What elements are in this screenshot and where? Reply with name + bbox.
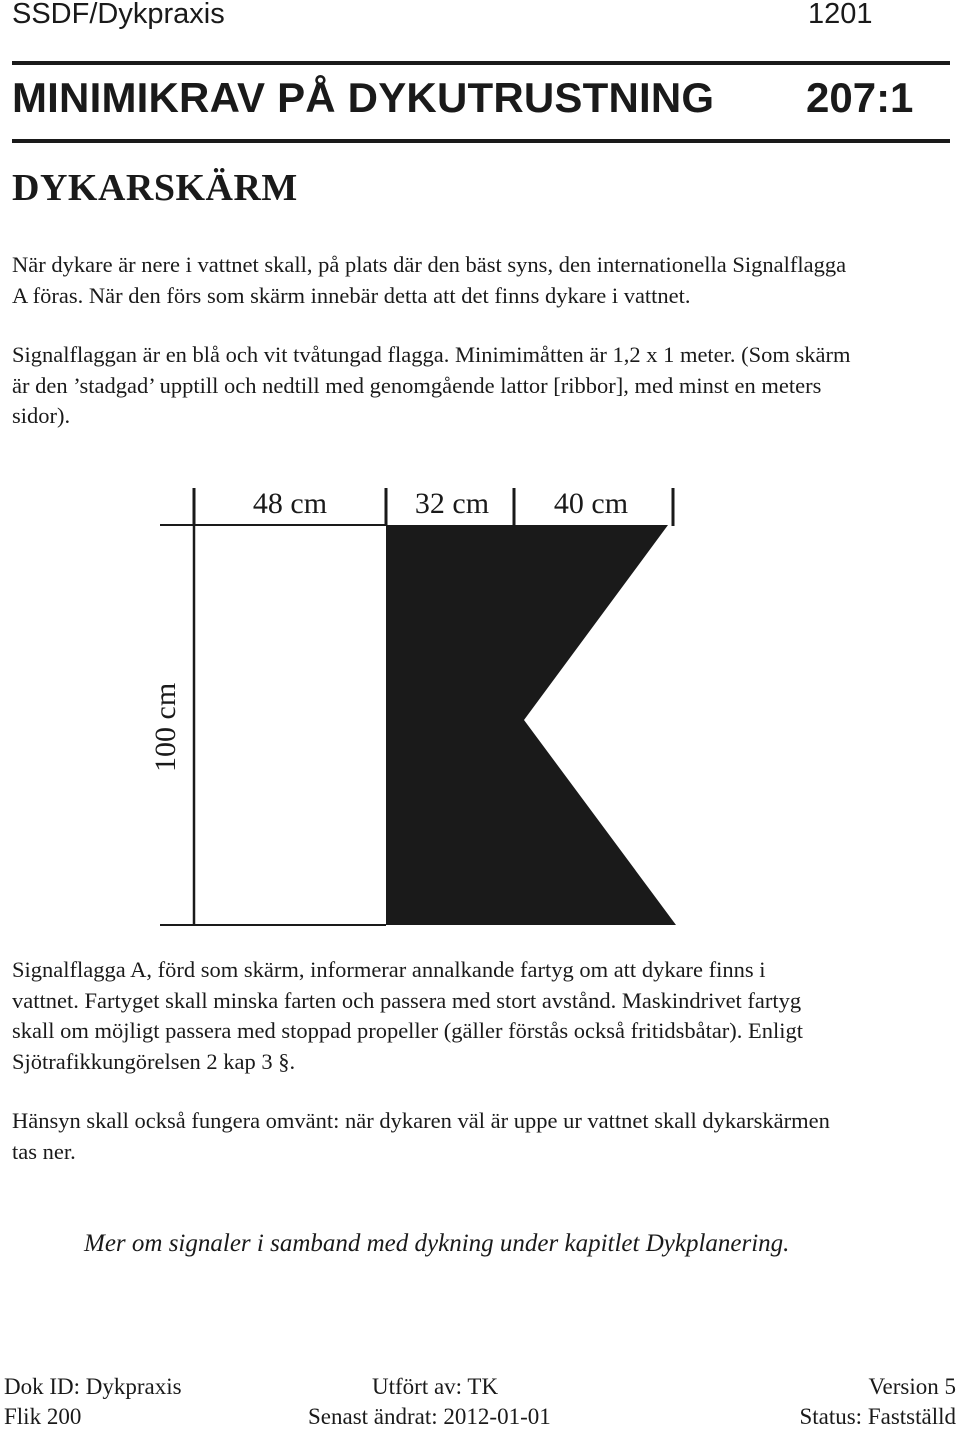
text-line: är den ’stadgad’ upptill och nedtill med genomgående lattor [ribbor], med minst en meters xyxy=(12,372,822,398)
paragraph-meaning xyxy=(12,955,948,1077)
text-line: Signalflaggan är en blå och vit tvåtungad flagga. Minimimåtten är 1,2 x 1 meter. (Som skärm xyxy=(12,342,851,367)
document-code: 207:1 xyxy=(806,74,914,121)
paragraph-reverse xyxy=(12,1106,948,1167)
footer-tab: Flik 200 xyxy=(4,1404,82,1429)
text-line: vattnet. Fartyget skall minska farten och passera med stort avstånd. Maskindrivet fartyg xyxy=(12,987,802,1013)
header-section: SSDF/Dykpraxis xyxy=(12,0,225,30)
footer-doc-id: Dok ID: Dykpraxis xyxy=(4,1374,182,1399)
text-line: A föras. När den förs som skärm innebär detta att det finns dykare i vattnet. xyxy=(12,282,691,308)
header-rule xyxy=(12,61,950,65)
footer-version: Version 5 xyxy=(868,1374,956,1399)
document-title: MINIMIKRAV PÅ DYKUTRUSTNING xyxy=(12,74,715,121)
paragraph-dimensions xyxy=(12,340,948,432)
section-heading: DYKARSKÄRM xyxy=(12,167,298,209)
flag-dark-part xyxy=(386,525,676,925)
text-line: Signalflagga A, förd som skärm, informerar annalkande fartyg om att dykare finns i xyxy=(12,957,766,982)
text-line: Hänsyn skall också fungera omvänt: när dykaren väl är uppe ur vattnet skall dykarskärmen xyxy=(12,1108,830,1133)
reference-note: Mer om signaler i samband med dykning under kapitlet Dykplanering. xyxy=(84,1230,790,1257)
footer-status: Status: Fastställd xyxy=(799,1404,956,1429)
paragraph-intro xyxy=(12,250,948,311)
dim-label-white: 48 cm xyxy=(252,487,328,520)
signal-flag-diagram xyxy=(140,470,700,940)
footer-row-1 xyxy=(0,1374,960,1404)
text-line: tas ner. xyxy=(12,1138,76,1164)
footer-performed-by: Utfört av: TK xyxy=(372,1374,499,1399)
text-line: sidor). xyxy=(12,403,71,428)
title-rule xyxy=(12,139,950,143)
dim-label-height: 100 cm xyxy=(149,682,182,772)
dim-label-dark: 32 cm xyxy=(414,487,490,520)
text-line: När dykare är nere i vattnet skall, på plats där den bäst syns, den internationella Signalflagga xyxy=(12,252,847,277)
text-line: Sjötrafikkungörelsen 2 kap 3 §. xyxy=(12,1048,296,1074)
footer-last-changed: Senast ändrat: 2012-01-01 xyxy=(308,1404,551,1429)
text-line: skall om möjligt passera med stoppad propeller (gäller förstås också fritidsbåtar). Enligt xyxy=(12,1018,804,1043)
dim-label-tail: 40 cm xyxy=(553,487,629,520)
header-page-number: 1201 xyxy=(808,0,873,30)
